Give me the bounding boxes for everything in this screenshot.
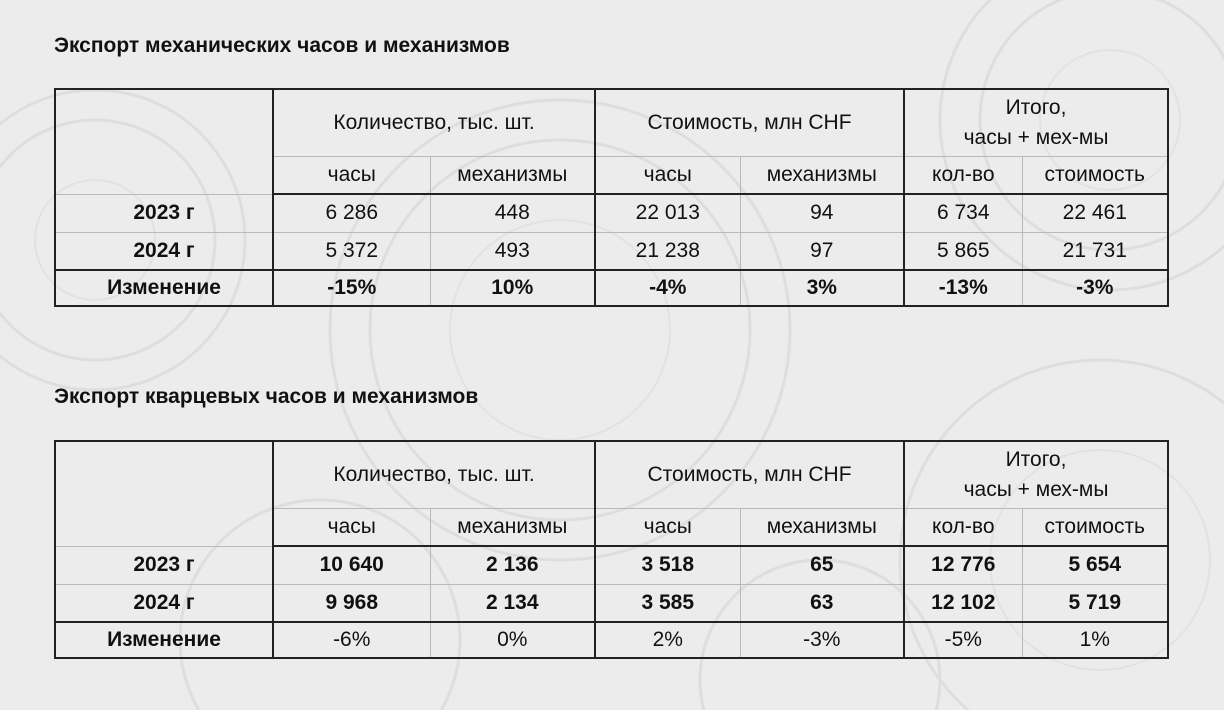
subheader-cell: часы bbox=[273, 508, 430, 546]
subheader-cell: механизмы bbox=[430, 156, 595, 194]
table-cell: 2 134 bbox=[430, 584, 595, 622]
table-cell: 6 734 bbox=[904, 194, 1022, 232]
group-header-quantity: Количество, тыс. шт. bbox=[273, 441, 595, 508]
row-label: 2024 г bbox=[55, 584, 273, 622]
table-cell: -3% bbox=[1022, 270, 1168, 306]
table-cell: 65 bbox=[740, 546, 904, 584]
table-cell: -5% bbox=[904, 622, 1022, 658]
table-row bbox=[55, 232, 1168, 270]
table-cell: 22 461 bbox=[1022, 194, 1168, 232]
subheader-cell: часы bbox=[595, 156, 740, 194]
group-header-value: Стоимость, млн CHF bbox=[595, 441, 904, 508]
table-cell: 21 238 bbox=[595, 232, 740, 270]
table-cell: 2 136 bbox=[430, 546, 595, 584]
subheader-cell: часы bbox=[595, 508, 740, 546]
table-row-change bbox=[55, 270, 1168, 306]
section-title-mechanical: Экспорт механических часов и механизмов bbox=[54, 34, 510, 57]
subheader-cell: часы bbox=[273, 156, 430, 194]
table-cell: 2% bbox=[595, 622, 740, 658]
table-row bbox=[55, 584, 1168, 622]
table-cell: 10% bbox=[430, 270, 595, 306]
group-header-total bbox=[904, 89, 1168, 156]
row-label: Изменение bbox=[55, 622, 273, 658]
table-cell: 22 013 bbox=[595, 194, 740, 232]
row-label: Изменение bbox=[55, 270, 273, 306]
row-label: 2024 г bbox=[55, 232, 273, 270]
table-cell: 3 585 bbox=[595, 584, 740, 622]
subheader-cell: стоимость bbox=[1022, 156, 1168, 194]
quartz-export-table bbox=[54, 440, 1169, 659]
group-header-quantity: Количество, тыс. шт. bbox=[273, 89, 595, 156]
table-cell: -4% bbox=[595, 270, 740, 306]
table-cell: 1% bbox=[1022, 622, 1168, 658]
subheader-cell: механизмы bbox=[430, 508, 595, 546]
table-cell: 5 372 bbox=[273, 232, 430, 270]
table-cell: -3% bbox=[740, 622, 904, 658]
group-header-total bbox=[904, 441, 1168, 508]
table-row bbox=[55, 546, 1168, 584]
table-cell: 5 719 bbox=[1022, 584, 1168, 622]
table-cell: 9 968 bbox=[273, 584, 430, 622]
table-cell: 5 654 bbox=[1022, 546, 1168, 584]
corner-cell bbox=[55, 89, 273, 194]
table-cell: 12 102 bbox=[904, 584, 1022, 622]
table-cell: -6% bbox=[273, 622, 430, 658]
table-cell: 10 640 bbox=[273, 546, 430, 584]
subheader-cell: кол-во bbox=[904, 156, 1022, 194]
table-cell: 493 bbox=[430, 232, 595, 270]
row-label: 2023 г bbox=[55, 546, 273, 584]
table-cell: -15% bbox=[273, 270, 430, 306]
total-header-line1: Итого, bbox=[1005, 95, 1067, 119]
subheader-cell: стоимость bbox=[1022, 508, 1168, 546]
total-header-line1: Итого, bbox=[1005, 447, 1067, 471]
mechanical-export-table bbox=[54, 88, 1169, 307]
table-row bbox=[55, 194, 1168, 232]
table-cell: 5 865 bbox=[904, 232, 1022, 270]
section-title-quartz: Экспорт кварцевых часов и механизмов bbox=[54, 385, 479, 408]
table-cell: 3% bbox=[740, 270, 904, 306]
total-header-line2: часы + мех-мы bbox=[963, 477, 1109, 501]
table-cell: 12 776 bbox=[904, 546, 1022, 584]
table-cell: 3 518 bbox=[595, 546, 740, 584]
group-header-value: Стоимость, млн CHF bbox=[595, 89, 904, 156]
subheader-cell: механизмы bbox=[740, 156, 904, 194]
subheader-cell: кол-во bbox=[904, 508, 1022, 546]
table-cell: 63 bbox=[740, 584, 904, 622]
total-header-line2: часы + мех-мы bbox=[963, 125, 1109, 149]
table-cell: 0% bbox=[430, 622, 595, 658]
subheader-cell: механизмы bbox=[740, 508, 904, 546]
table-cell: 94 bbox=[740, 194, 904, 232]
table-cell: 97 bbox=[740, 232, 904, 270]
table-cell: 6 286 bbox=[273, 194, 430, 232]
row-label: 2023 г bbox=[55, 194, 273, 232]
corner-cell bbox=[55, 441, 273, 546]
table-row-change bbox=[55, 622, 1168, 658]
table-cell: 448 bbox=[430, 194, 595, 232]
table-cell: -13% bbox=[904, 270, 1022, 306]
table-cell: 21 731 bbox=[1022, 232, 1168, 270]
